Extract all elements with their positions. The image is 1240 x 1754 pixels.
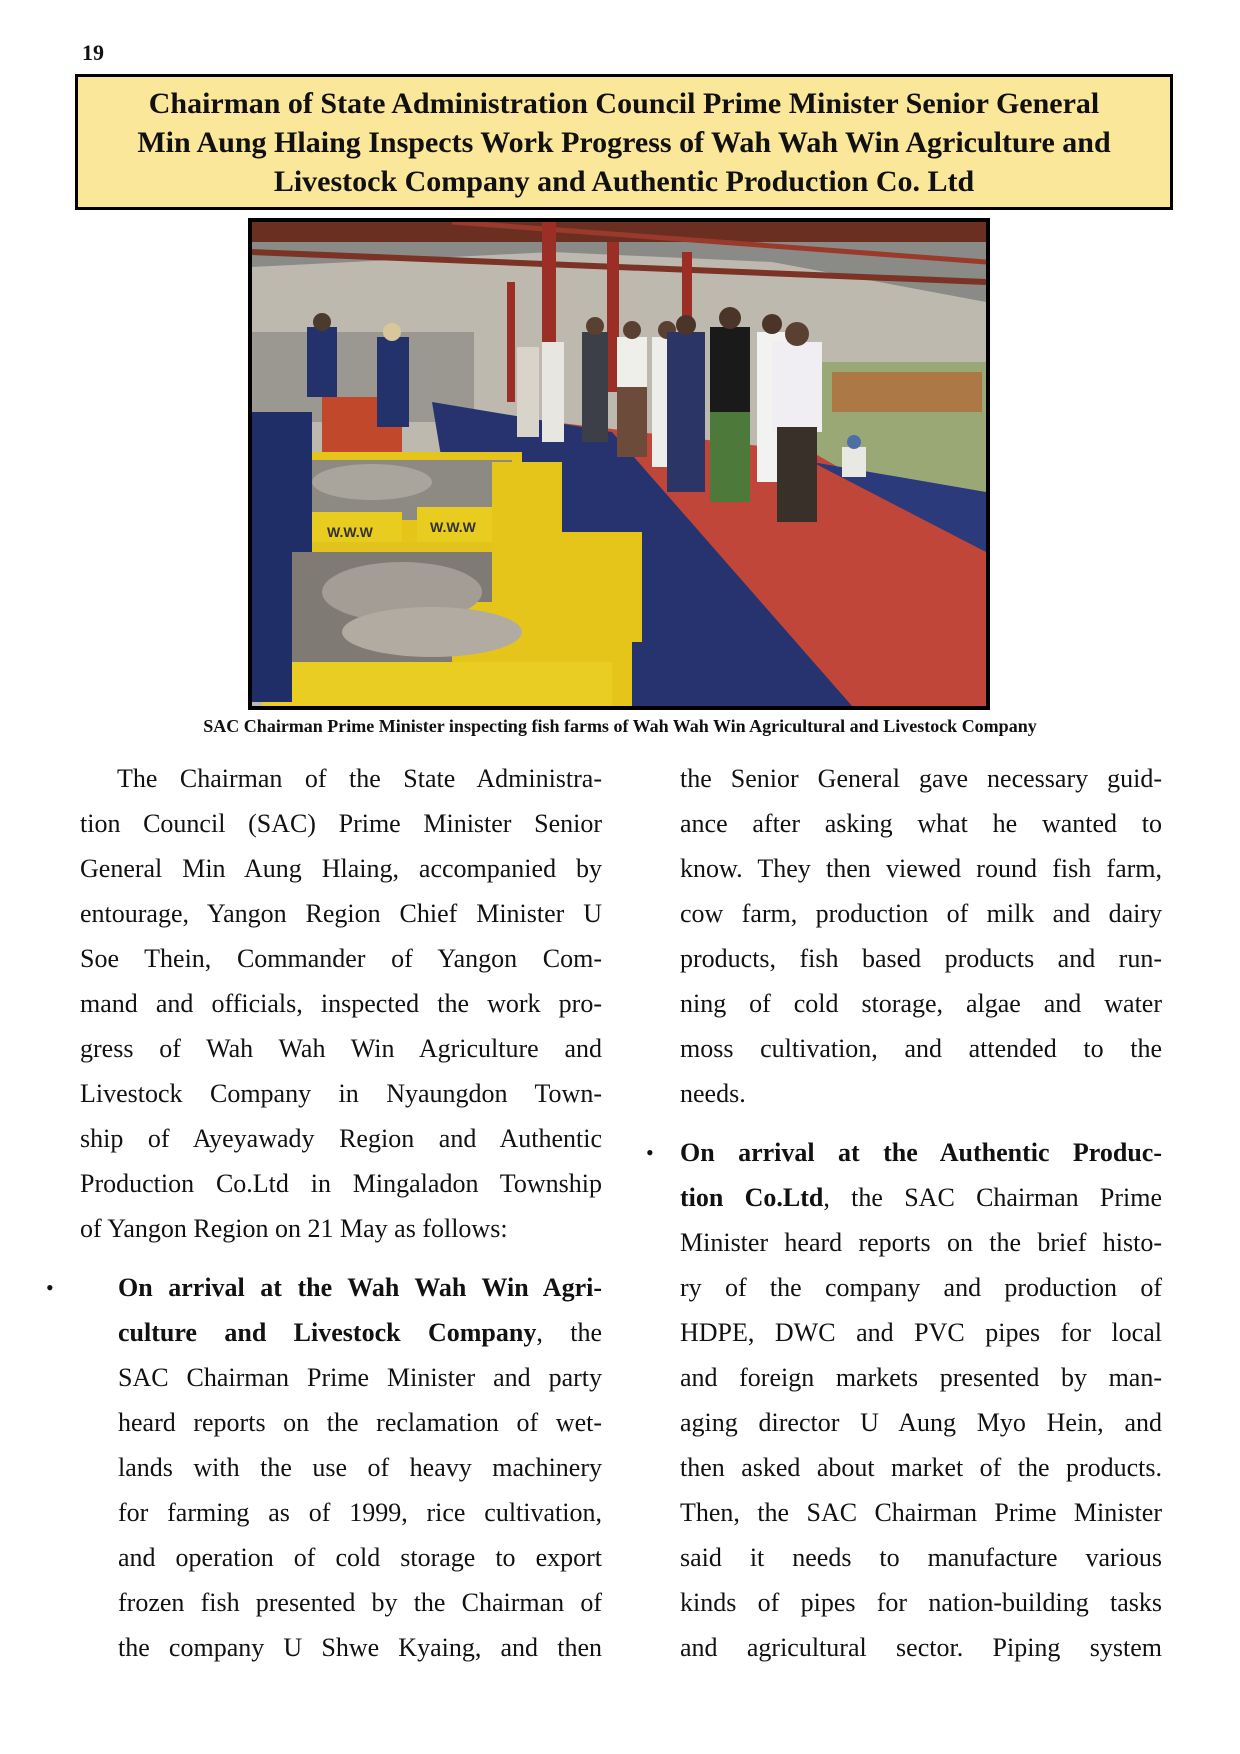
bullet-item xyxy=(646,1130,1162,1670)
text-line: tion Council (SAC) Prime Minister Senior xyxy=(80,809,602,838)
text-line: the company U Shwe Kyaing, and then xyxy=(118,1633,602,1662)
text-line: entourage, Yangon Region Chief Minister U xyxy=(80,899,602,928)
text-line: the Senior General gave necessary guid- xyxy=(680,764,1162,793)
text-line: Minister heard reports on the brief histo- xyxy=(680,1228,1162,1257)
fish-farm-photo xyxy=(248,218,990,710)
text-line: heard reports on the reclamation of wet- xyxy=(118,1408,602,1437)
text-line: tion Co.Ltd, the SAC Chairman Prime xyxy=(680,1183,1162,1212)
text-line: aging director U Aung Myo Hein, and xyxy=(680,1408,1162,1437)
title-line: Min Aung Hlaing Inspects Work Progress of Wah Wah Win Agriculture and xyxy=(137,125,1111,159)
left-column xyxy=(46,756,602,1670)
text-line: frozen fish presented by the Chairman of xyxy=(118,1588,602,1617)
text-line: Livestock Company in Nyaungdon Town- xyxy=(80,1079,602,1108)
bullet-item xyxy=(46,1265,602,1670)
right-column xyxy=(646,756,1162,1670)
text-line: of Yangon Region on 21 May as follows: xyxy=(80,1214,508,1243)
title-line: Chairman of State Administration Council Prime Minister Senior General xyxy=(148,86,1100,120)
text-line: General Min Aung Hlaing, accompanied by xyxy=(80,854,602,883)
text-line: culture and Livestock Company, the xyxy=(118,1318,602,1347)
text-line: SAC Chairman Prime Minister and party xyxy=(118,1363,602,1392)
text-line: HDPE, DWC and PVC pipes for local xyxy=(680,1318,1162,1347)
text-line: ance after asking what he wanted to xyxy=(680,809,1162,838)
text-line: moss cultivation, and attended to the xyxy=(680,1034,1162,1063)
text-line: then asked about market of the products. xyxy=(680,1453,1162,1482)
text-line: gress of Wah Wah Win Agriculture and xyxy=(80,1034,602,1063)
text-line: know. They then viewed round fish farm, xyxy=(680,854,1162,883)
text-line: said it needs to manufacture various xyxy=(680,1543,1162,1572)
text-line: cow farm, production of milk and dairy xyxy=(680,899,1162,928)
text-line: ning of cold storage, algae and water xyxy=(680,989,1162,1018)
fish-farm-illustration xyxy=(252,222,986,706)
text-line: Production Co.Ltd in Mingaladon Township xyxy=(80,1169,602,1198)
bullet-icon: • xyxy=(646,1140,654,1165)
text-line: needs. xyxy=(680,1079,746,1108)
crate-label: W.W.W xyxy=(327,524,373,540)
bullet-icon: • xyxy=(46,1275,54,1300)
page-number: 19 xyxy=(82,40,104,65)
crate-label: W.W.W xyxy=(430,519,476,535)
text-line: and operation of cold storage to export xyxy=(118,1543,602,1572)
text-line-bold: On arrival at the Authentic Produc- xyxy=(680,1138,1162,1167)
text-line-bold: On arrival at the Wah Wah Win Agri- xyxy=(118,1273,602,1302)
text-line: The Chairman of the State Administra- xyxy=(117,764,602,793)
text-line: and agricultural sector. Piping system xyxy=(680,1633,1162,1662)
text-line: ry of the company and production of xyxy=(680,1273,1162,1302)
text-line: kinds of pipes for nation-building tasks xyxy=(680,1588,1162,1617)
title-line: Livestock Company and Authentic Production Co. Ltd xyxy=(273,164,975,198)
text-line: ship of Ayeyawady Region and Authentic xyxy=(80,1124,602,1153)
photo-caption: SAC Chairman Prime Minister inspecting fish farms of Wah Wah Win Agricultural and Livestock Company xyxy=(203,716,1037,736)
text-line: Soe Thein, Commander of Yangon Com- xyxy=(80,944,602,973)
article-title-box xyxy=(75,74,1173,210)
text-line: for farming as of 1999, rice cultivation, xyxy=(118,1498,602,1527)
text-line: products, fish based products and run- xyxy=(680,944,1162,973)
text-line: and foreign markets presented by man- xyxy=(680,1363,1162,1392)
text-line: Then, the SAC Chairman Prime Minister xyxy=(680,1498,1162,1527)
text-line: lands with the use of heavy machinery xyxy=(118,1453,602,1482)
text-line: mand and officials, inspected the work pro- xyxy=(80,989,602,1018)
